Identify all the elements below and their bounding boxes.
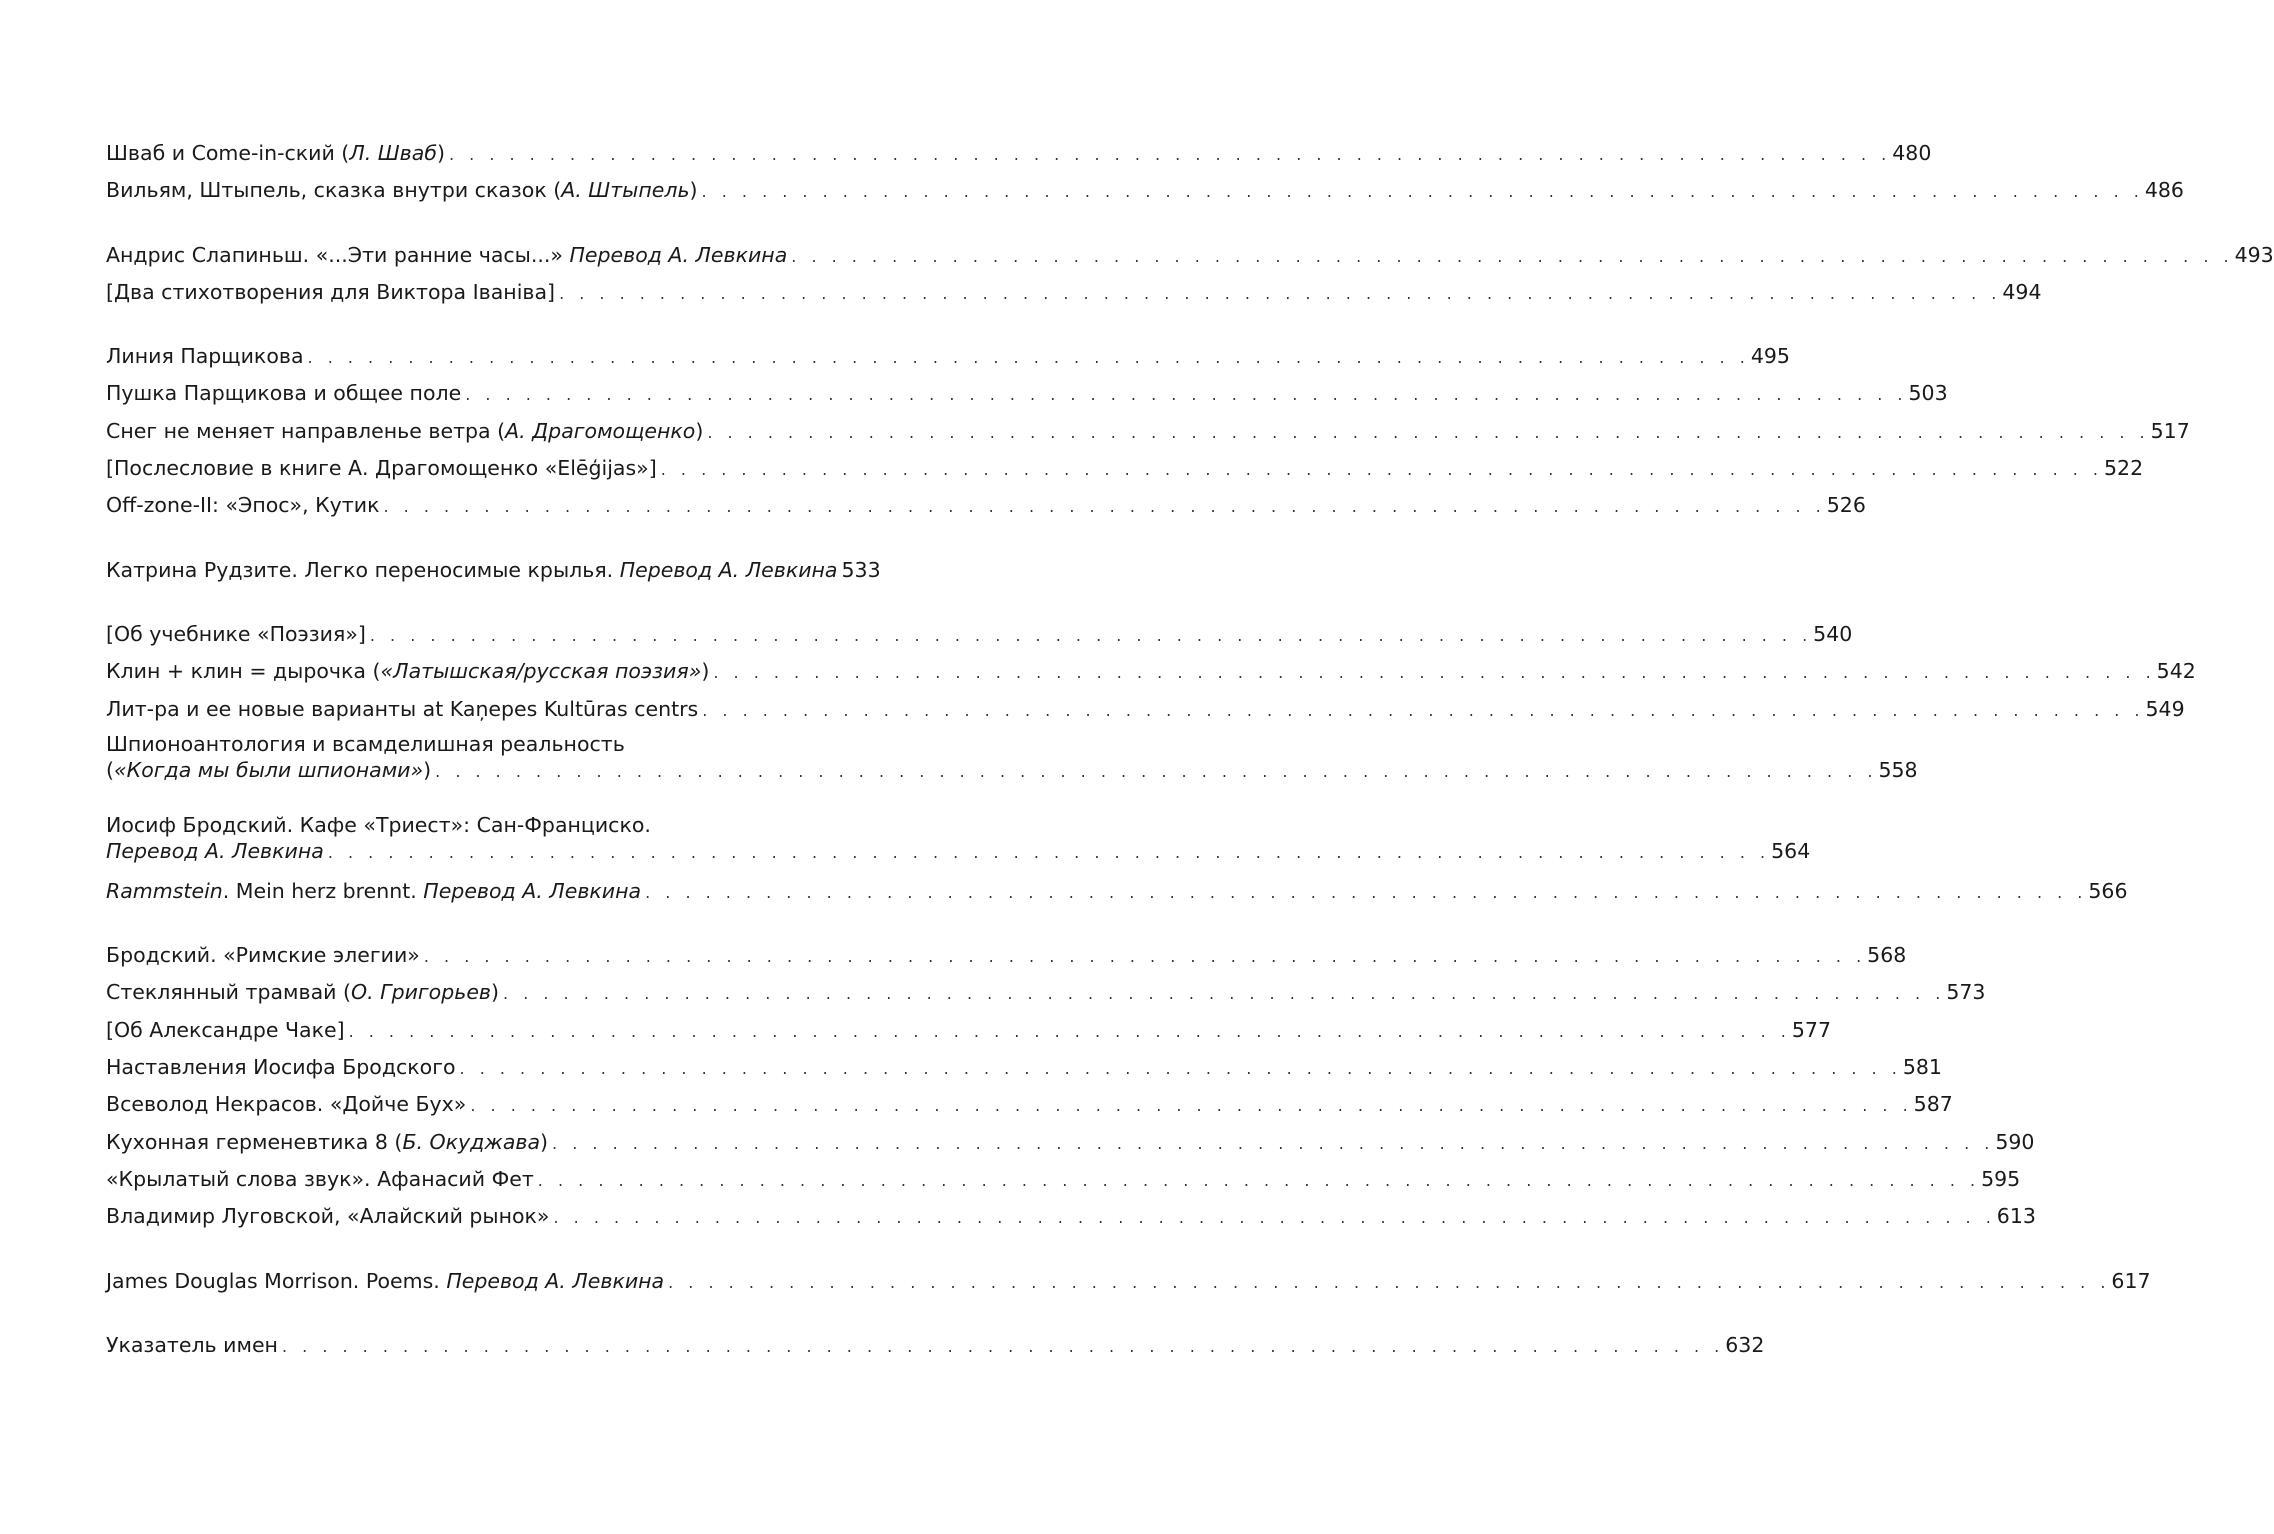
toc-group: [106, 812, 2128, 913]
dot-leader: [424, 942, 1861, 972]
entry-author: А. Штыпель: [561, 178, 690, 203]
toc-entry: [106, 378, 1948, 415]
entry-source: «Латышская/русская поэзия»: [380, 659, 702, 684]
dot-leader: [435, 759, 1872, 785]
page-number: 526: [1826, 493, 1866, 518]
entry-title: James Douglas Morrison. Poems.: [106, 1268, 447, 1293]
entry-author: О. Григорьев: [350, 980, 492, 1005]
page-number: 522: [2104, 456, 2144, 481]
page-number: 533: [841, 557, 881, 582]
toc-entry: [106, 812, 1811, 866]
entry-translator: Перевод А. Левкина: [619, 557, 838, 582]
entry-title: [Два стихотворения для Виктора Iванiва]: [106, 279, 556, 304]
page-number: 573: [1946, 980, 1986, 1005]
toc-group: [106, 555, 881, 592]
page-number: 493: [2234, 242, 2274, 267]
entry-title: Шпионоантология и всамделишная реальность: [106, 731, 625, 756]
page-number: 486: [2144, 178, 2184, 203]
toc-entry: [106, 731, 1918, 785]
toc-entry: [106, 876, 2128, 913]
entry-band: Rammstein: [106, 878, 223, 903]
entry-title-open: (: [106, 757, 114, 782]
page-number: 617: [2111, 1268, 2151, 1293]
entry-source: «Когда мы были шпионами»: [114, 757, 424, 782]
dot-leader: [503, 979, 1940, 1009]
entry-title: Лит-ра и ее новые варианты at Kaņepes Kultūras centrs: [106, 696, 699, 721]
toc-entry: [106, 619, 1853, 656]
dot-leader: [328, 840, 1765, 866]
entry-author: А. Драгомощенко: [505, 418, 696, 443]
dot-leader: [707, 418, 2144, 448]
entry-title: Клин + клин = дырочка (: [106, 659, 381, 684]
page-number: 577: [1791, 1017, 1832, 1042]
toc-entry: [106, 656, 2196, 693]
toc-entry: [106, 490, 1866, 527]
entry-title-tail: ): [701, 659, 710, 684]
toc-entry: [106, 416, 2190, 453]
toc-entry: [106, 1266, 2151, 1303]
page-number: 595: [1981, 1166, 2021, 1191]
page-number: 542: [2156, 659, 2196, 684]
entry-title-tail: ): [689, 178, 698, 203]
entry-author: Л. Шваб: [349, 141, 437, 165]
dot-leader: [282, 1332, 1719, 1362]
toc-entry: [106, 694, 2185, 731]
dot-leader: [702, 177, 2139, 207]
entry-title: Катрина Рудзите. Легко переносимые крылья.: [106, 557, 620, 582]
page-number: 587: [1913, 1092, 1953, 1117]
page-number: 517: [2150, 418, 2190, 443]
page-number: 566: [2088, 878, 2128, 903]
toc-entry: [106, 1164, 2021, 1201]
entry-title: Андрис Слапиньш. «...Эти ранние часы...»: [106, 242, 570, 267]
entry-title: [Об Александре Чаке]: [106, 1017, 345, 1042]
entry-translator: Перевод А. Левкина: [106, 838, 324, 863]
page-number: 495: [1750, 344, 1790, 369]
entry-title-tail: ): [491, 980, 500, 1005]
toc-group: [106, 1266, 2151, 1303]
dot-leader: [791, 242, 2228, 272]
dot-leader: [370, 621, 1807, 651]
entry-translator: Перевод А. Левкина: [569, 242, 788, 267]
page-number: 568: [1867, 943, 1907, 968]
toc-group: [106, 619, 2196, 785]
entry-title-tail: ): [695, 418, 704, 443]
page-number: 558: [1878, 757, 1918, 782]
entry-title: Шваб и Come-in-ский (: [106, 141, 350, 165]
toc-group: [106, 341, 2190, 527]
entry-title: Всеволод Некрасов. «Дойче Бух»: [106, 1092, 467, 1117]
dot-leader: [349, 1017, 1786, 1047]
page-number: 632: [1725, 1332, 1765, 1357]
entry-title: Иосиф Бродский. Кафе «Триест»: Сан-Франциско.: [106, 812, 651, 837]
page-number: 549: [2145, 696, 2185, 721]
table-of-contents: [106, 138, 2274, 1394]
dot-leader: [449, 140, 1886, 170]
entry-title: Указатель имен: [106, 1332, 278, 1357]
entry-title: Кухонная герменевтика 8 (: [106, 1129, 403, 1154]
toc-group: [106, 1330, 1765, 1367]
toc-entry: [106, 555, 881, 592]
toc-group: [106, 940, 2036, 1238]
dot-leader: [559, 279, 1996, 309]
dot-leader: [661, 455, 2098, 485]
toc-entry: [106, 940, 1907, 977]
dot-leader: [702, 696, 2139, 726]
toc-entry: [106, 1201, 2036, 1238]
dot-leader: [552, 1129, 1989, 1159]
toc-entry: [106, 453, 2144, 490]
toc-entry: [106, 1127, 2035, 1164]
toc-entry: [106, 1015, 1832, 1052]
entry-title-tail: ): [423, 757, 432, 782]
entry-title: [Об учебнике «Поэзия»]: [106, 621, 366, 646]
dot-leader: [308, 343, 1745, 373]
dot-leader: [465, 380, 1902, 410]
toc-entry: [106, 977, 1986, 1014]
dot-leader: [553, 1203, 1990, 1233]
toc-entry: [106, 138, 1932, 175]
entry-title: Вильям, Штыпель, сказка внутри сказок (: [106, 178, 562, 203]
entry-title: «Крылатый слова звук». Афанасий Фет: [106, 1166, 534, 1191]
dot-leader: [538, 1166, 1975, 1196]
dot-leader: [668, 1268, 2105, 1298]
entry-translator: Перевод А. Левкина: [446, 1268, 665, 1293]
toc-entry: [106, 1330, 1765, 1367]
entry-title: Линия Парщикова: [106, 344, 304, 369]
entry-title: . Mein herz brennt.: [222, 878, 424, 903]
dot-leader: [645, 878, 2082, 908]
entry-author: Б. Окуджава: [402, 1129, 541, 1154]
toc-entry: [106, 1052, 1942, 1089]
entry-title: Наставления Иосифа Бродского: [106, 1055, 456, 1080]
entry-title: Стеклянный трамвай (: [106, 980, 351, 1005]
entry-title-tail: ): [436, 141, 445, 165]
entry-title: Пушка Парщикова и общее поле: [106, 381, 462, 406]
toc-entry: [106, 341, 1790, 378]
toc-entry: [106, 277, 2042, 314]
dot-leader: [713, 658, 2150, 688]
dot-leader: [383, 492, 1820, 522]
entry-title: Бродский. «Римские элегии»: [106, 943, 420, 968]
entry-title: [Послесловие в книге А. Драгомощенко «Elēģijas»]: [106, 456, 657, 481]
page-number: 590: [1995, 1129, 2035, 1154]
dot-leader: [470, 1091, 1907, 1121]
toc-group: [106, 240, 2274, 315]
page-number: 540: [1813, 621, 1853, 646]
entry-title-tail: ): [540, 1129, 549, 1154]
dot-leader: [460, 1054, 1897, 1084]
entry-title: Снег не меняет направленье ветра (: [106, 418, 506, 443]
toc-entry: [106, 240, 2274, 277]
page-number: 480: [1892, 141, 1932, 165]
page-number: 564: [1771, 838, 1811, 863]
page-number: 503: [1908, 381, 1948, 406]
entry-title: Владимир Луговской, «Алайский рынок»: [106, 1204, 550, 1229]
page-number: 613: [1996, 1204, 2036, 1229]
page-number: 494: [2002, 279, 2042, 304]
toc-entry: [106, 1089, 1953, 1126]
page-number: 581: [1902, 1055, 1942, 1080]
toc-group: [106, 138, 2184, 213]
entry-translator: Перевод А. Левкина: [423, 878, 642, 903]
toc-entry: [106, 175, 2184, 212]
entry-title: Off-zone-II: «Эпос», Кутик: [106, 493, 380, 518]
